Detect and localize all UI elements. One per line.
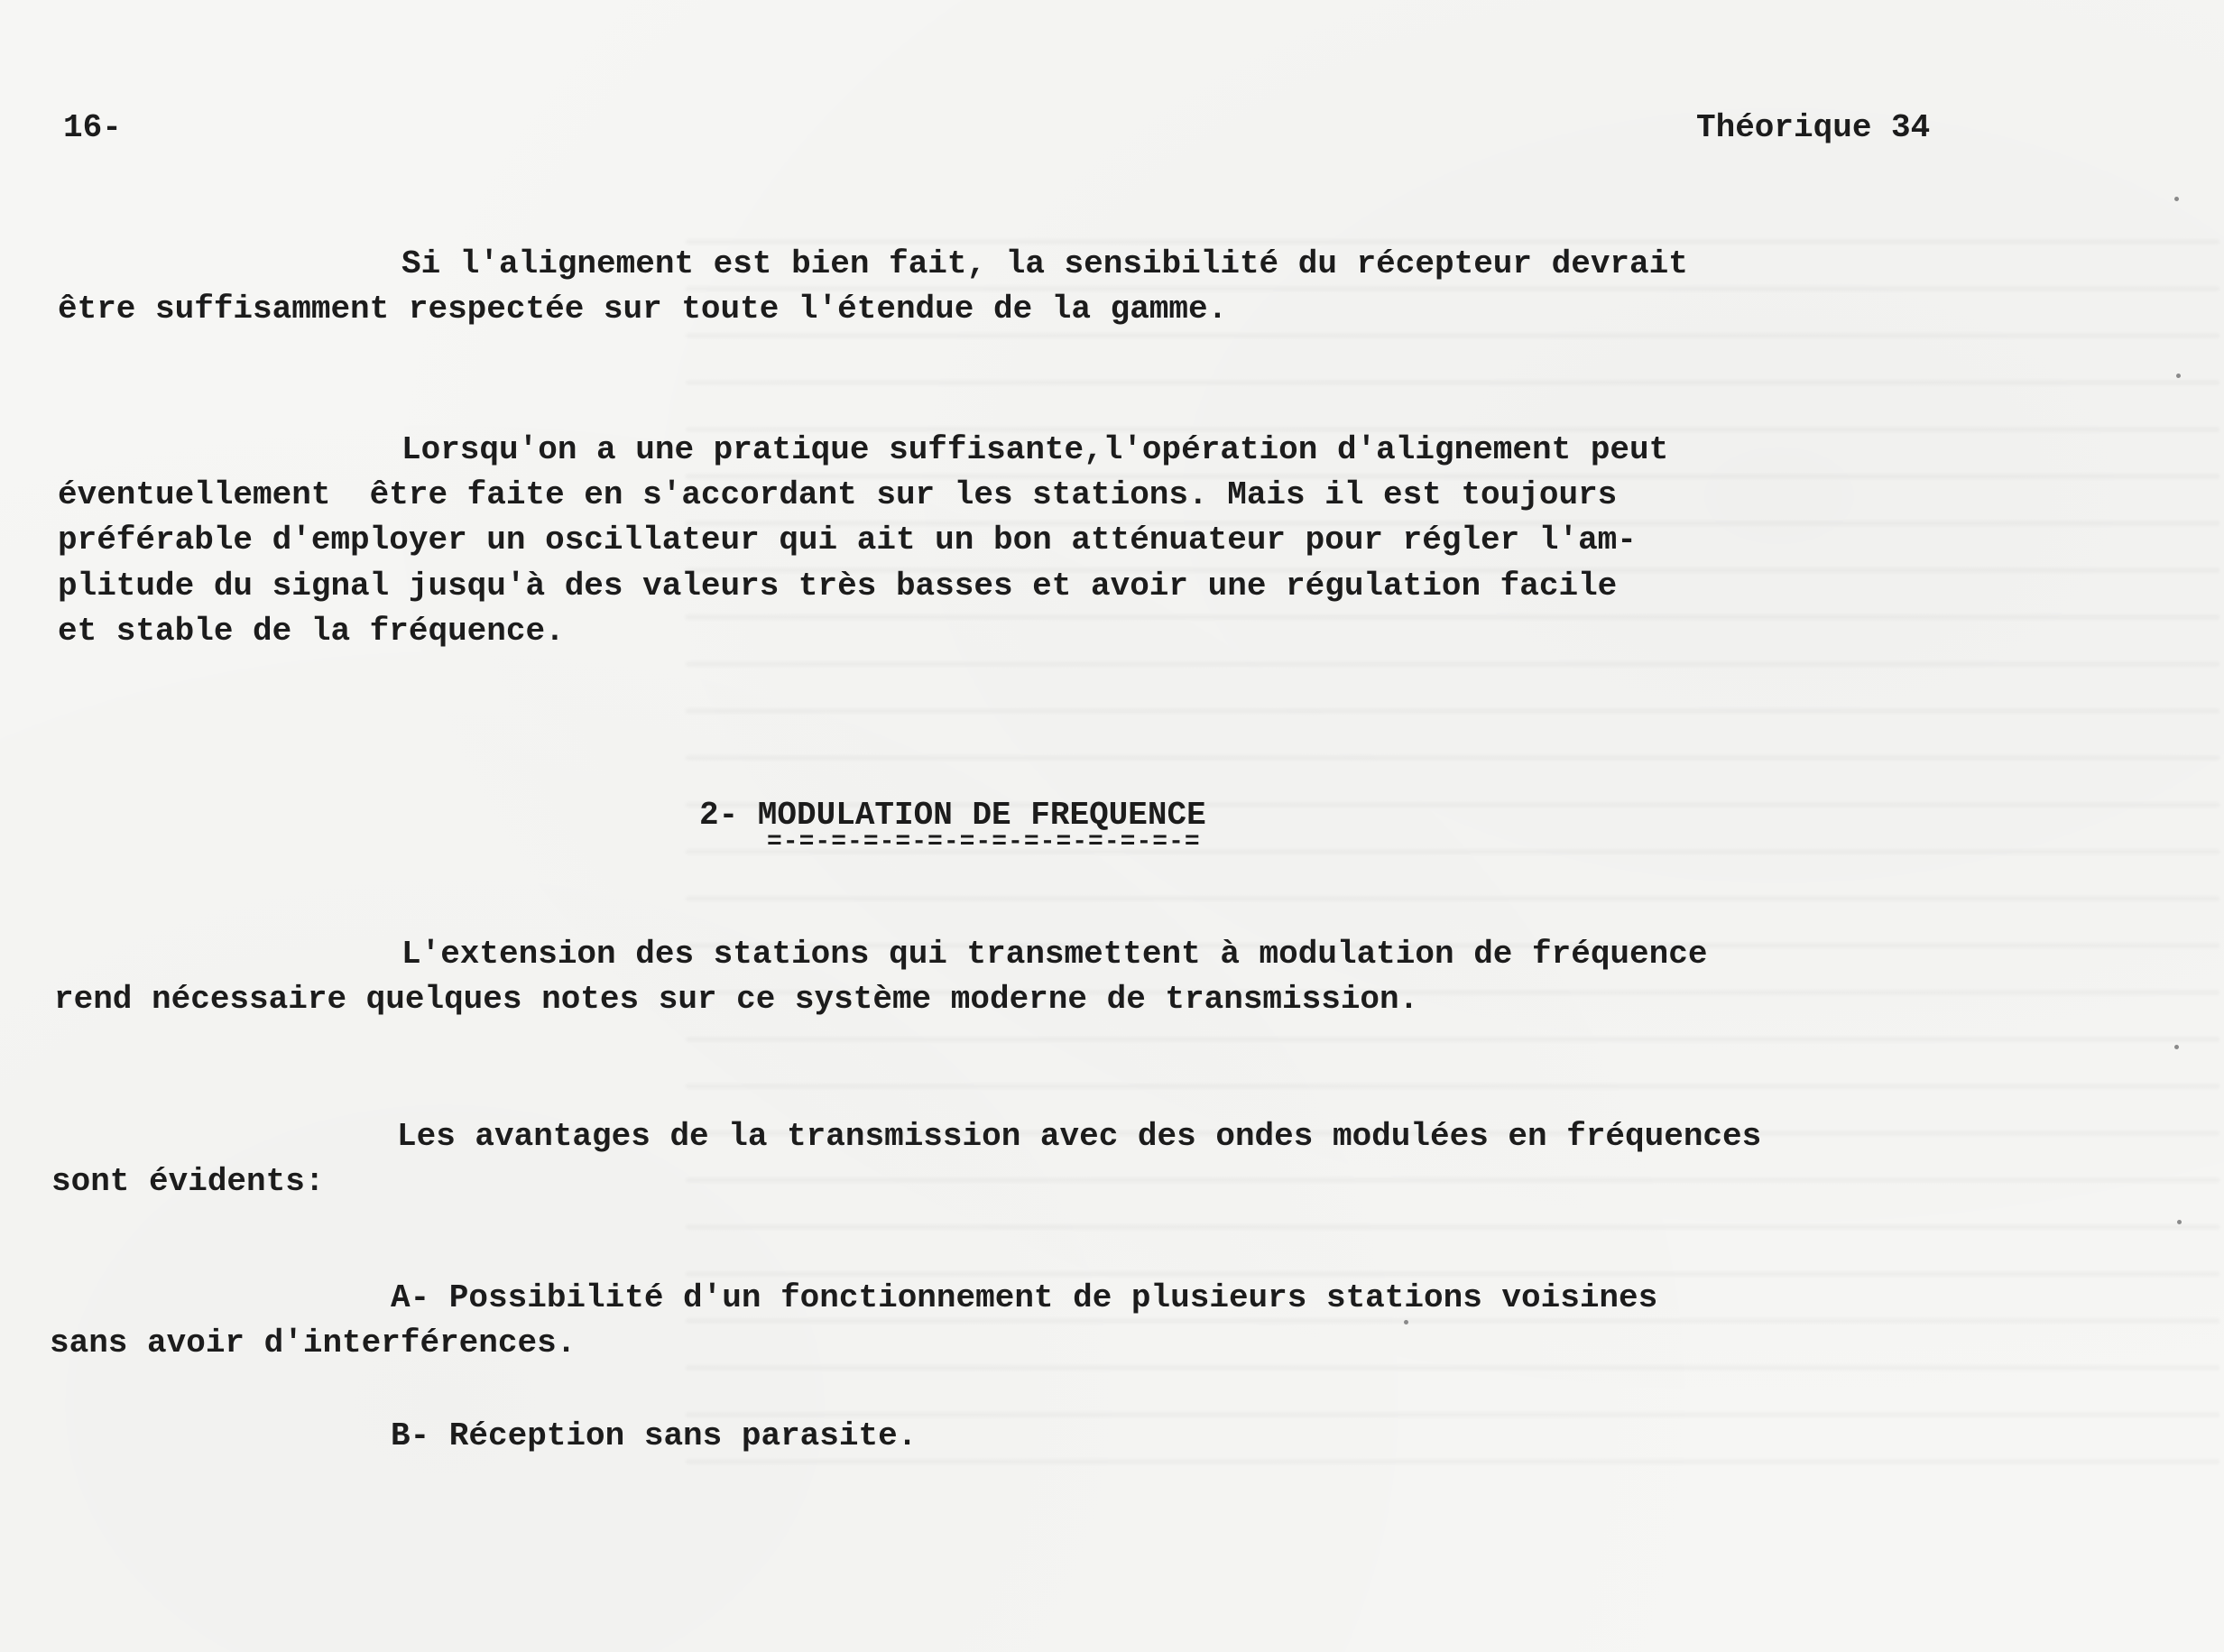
paragraph-line: rend nécessaire quelques notes sur ce système moderne de transmission.: [54, 981, 1419, 1018]
section-heading: 2- MODULATION DE FREQUENCE: [699, 797, 1206, 834]
list-item-line: sans avoir d'interférences.: [50, 1324, 577, 1361]
scan-speck: [2174, 197, 2179, 201]
paragraph-line: Si l'alignement est bien fait, la sensibilité du récepteur devrait: [401, 245, 1688, 282]
list-item-line: B- Réception sans parasite.: [391, 1417, 918, 1454]
page-number: 16-: [63, 109, 122, 146]
scan-speck: [1404, 1320, 1408, 1324]
paragraph-line: être suffisamment respectée sur toute l'étendue de la gamme.: [58, 291, 1228, 328]
paragraph-line: éventuellement être faite en s'accordant sur les stations. Mais il est toujours: [58, 476, 1618, 513]
paragraph-line: L'extension des stations qui transmettent à modulation de fréquence: [401, 936, 1708, 973]
section-heading-underline: =-=-=-=-=-=-=-=-=-=-=-=-=-=: [767, 828, 1201, 856]
scan-speck: [2176, 374, 2181, 378]
paragraph-line: et stable de la fréquence.: [58, 613, 565, 650]
paragraph-line: Lorsqu'on a une pratique suffisante,l'opération d'alignement peut: [401, 431, 1669, 468]
scan-speck: [2174, 1045, 2179, 1049]
paragraph-line: préférable d'employer un oscillateur qui ait un bon atténuateur pour régler l'am-: [58, 521, 1637, 558]
paragraph-line: plitude du signal jusqu'à des valeurs très basses et avoir une régulation facile: [58, 568, 1618, 605]
paragraph-line: sont évidents:: [51, 1163, 325, 1200]
running-header: Théorique 34: [1696, 109, 1931, 146]
list-item-line: A- Possibilité d'un fonctionnement de plusieurs stations voisines: [391, 1279, 1658, 1316]
paragraph-line: Les avantages de la transmission avec des ondes modulées en fréquences: [397, 1118, 1762, 1155]
scan-speck: [2177, 1220, 2182, 1224]
